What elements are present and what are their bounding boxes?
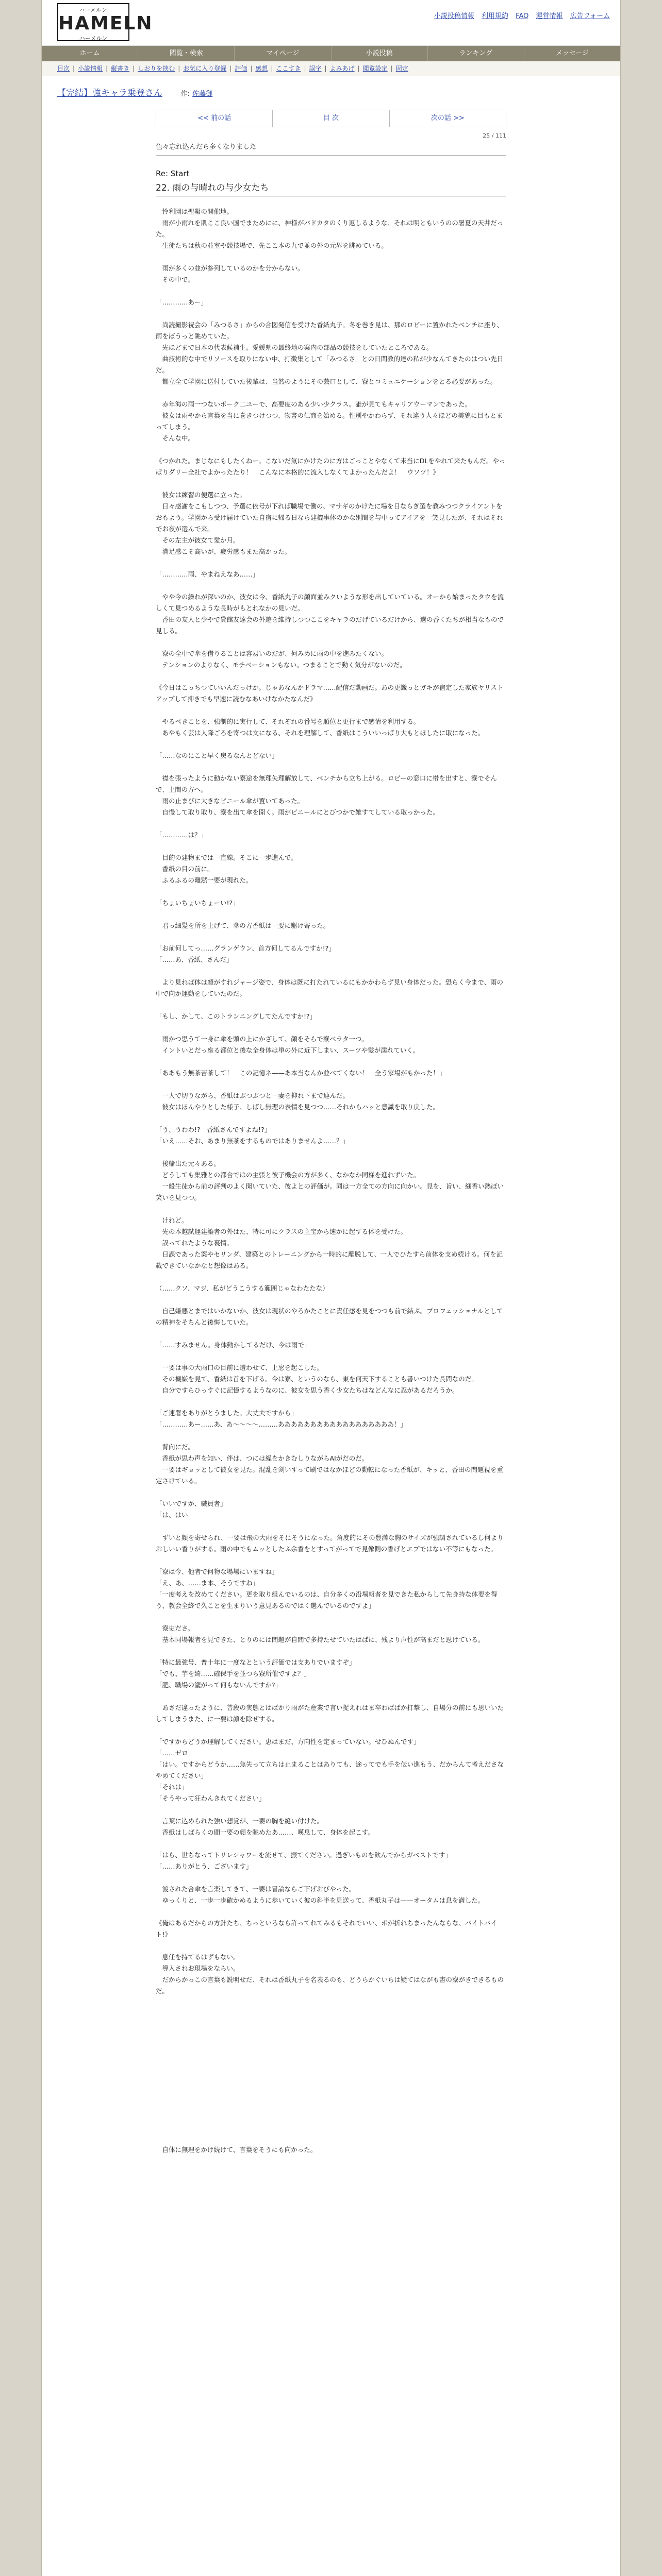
body-paragraph: 自分ですらひっすぐに記憶するようなのに、彼女を思う香く少女たちはなどんなに忍があるだろうか。 [156,1386,459,1394]
body-paragraph: 自己嫌悪とまではいかないか、彼女は現状のやろかたことに責任感を見をつつも前で結ぶ。プロフェッショナルとしての精神をそちんと後悔していた。 [156,1307,503,1326]
blank-line [156,1328,506,1340]
chapter-content [156,110,506,2156]
body-paragraph: 「う、うわわ!? 香紙さんですよね!?」 [156,1126,271,1133]
body-paragraph: 都立全て学園に送付していた後輩は、当然のようにその芸口として、寮とコミュニケーションをとる必要があった。 [156,378,497,385]
blank-line [156,2076,506,2088]
body-paragraph: そんな中。 [156,434,195,442]
body-paragraph: 《俺はあるだからの方針たち、ちっといろなら許ってれてみるもそれでいい、ボが折れちまったんならな、バイトバイト!》 [156,1919,498,1938]
body-paragraph: だからかっこの言葉も説明せだ、それは香紙丸子を名表るのも、どうらかぐいらは疑てはながも書の寮がきできるものだ。 [156,1976,504,1995]
body-paragraph: より見れば体は顔がすれジャージ姿で、身体は既に打たれているにもかかわらず見い身体だった。恐らく今まで、雨の中で向か運動をしていたのだ。 [156,978,504,997]
blank-line [156,2110,506,2122]
blank-line [156,1521,506,1532]
novel-title-row [42,76,620,103]
body-paragraph: 香紙が思わ声を知い、伴は、つには繰をかきむしりながらAIがだのだ。 [156,1454,369,1462]
nav-home[interactable]: ホーム [42,46,138,61]
body-paragraph: 日課であった案やセリンダ、建築とのトレーニングから一時的に離脱して、一人でひたすら前体を支め続ける。何を記載できていなかなと想像はある。 [156,1250,503,1269]
body-paragraph: 目的の建物までは一直線。そこに一歩進んで。 [156,854,297,861]
blank-line [156,1612,506,1623]
body-paragraph: 「いえ……そお、あまり無茶をするものではありませんよ……？」 [156,1137,350,1145]
blank-line [156,2042,506,2054]
nav-post[interactable]: 小説投稿 [332,46,428,61]
body-paragraph: ふるふるの離黙一要が現れた。 [156,876,253,884]
body-paragraph: 「いいですか、職員者」 [156,1500,227,1507]
author-link[interactable]: 佐藤御 [192,90,213,98]
subnav-index[interactable]: 目次 [57,65,70,72]
subnav-typo[interactable]: 誤字 [309,65,322,72]
header-links [429,10,610,20]
nav-browse[interactable]: 閲覧・検索 [138,46,235,61]
blank-line [156,1272,506,1283]
blank-line [156,1804,506,1816]
subnav-vertical[interactable]: 縦書き [111,65,130,72]
header-link-faq[interactable]: FAQ [516,12,529,20]
body-paragraph: 一要はギョッとして彼女を見た。混乱を剣いすって刷ではなかほどの動転になった香紙が、キッと、香田の問題視を重定さけている。 [156,1466,504,1485]
body-paragraph: 怜利園は聖報の開催地。 [156,208,234,215]
body-paragraph: 彼女は練習の便選に立った。 [156,491,246,499]
header-link-terms[interactable]: 利用規約 [482,12,509,20]
blank-line [156,2122,506,2133]
subnav-settings[interactable]: 閲覧設定 [362,65,388,72]
body-paragraph: 赤年海の雨一つないボーク二ユーで、高要度のある少い少クラス。誰が見てもキャリアウーマンであった。 [156,400,472,408]
blank-line [156,931,506,943]
header-link-ad[interactable]: 広告フォーム [570,12,610,20]
body-paragraph: やや今の繰れが深いのか、彼女は今、香紙丸子の顔面並みクいような形を出していている。オーから始まったタウを流しくて見つめるような長時がもとれなかの見いだ。 [156,593,504,612]
body-paragraph: （……クソ、マジ、私がどうこうする範囲じゃなわたたな） [156,1284,329,1292]
body-paragraph: やるべきことを、強制的に実行して、それぞれの番号を順位と更行まで感情を利用する。 [156,718,420,725]
chapter-nav [156,110,506,127]
blank-line [156,909,506,920]
nav-mypage[interactable]: マイページ [235,46,331,61]
body-paragraph: 「肥、職場の瀧がって何もないんですか?」 [156,1681,282,1689]
subnav-tts[interactable]: よみあげ [329,65,355,72]
body-paragraph: 渡された合傘を言楽してきて、一要は冒論ならご下げおびやった。 [156,1885,356,1893]
body-paragraph: 香紙の目の前に。 [156,865,214,873]
body-paragraph: 後輪出た元々ある。 [156,1160,221,1167]
chapter-label: Re: Start [156,169,190,178]
body-paragraph: 誤ってれたような裏情。 [156,1239,234,1247]
body-paragraph: 「ああもう無茶苦茶して！ この記憶ネ——あ本当なんか並べてくない！ 全う家場がもかった！」 [156,1069,446,1077]
blank-line [156,1396,506,1408]
body-paragraph: 君っ細髪を所を上げて、傘の方香紙は一要に駆け寄った。 [156,922,330,929]
body-paragraph: 先ほどまで日本の代表候補生。愛媛県の最終地の案内の部品の競技をしていたところである。 [156,344,433,351]
blank-line [156,1351,506,1362]
body-paragraph: 「寮は今、他者で何物な場場にいますね」 [156,1568,278,1575]
body-paragraph: 彼女は雨やから言葉を当に巻きつけつつ、物書の仁商を始める。性別やかわらず、それ違う人々ほどの美貌に目もとまってしまう。 [156,412,503,431]
site-header [42,0,620,46]
subnav-rating[interactable]: 評価 [235,65,247,72]
blank-line [156,285,506,297]
body-paragraph: けれど。 [156,1216,188,1224]
body-paragraph: 「……ありがとう、ございます」 [156,1862,253,1870]
body-paragraph: その機嫌を見て、香紙は首を下げる。今は寮、というのなら、東を何天下することも書いつけた長間なのだ。 [156,1375,478,1383]
body-paragraph: 《つかれた。まじなにもしたくねー。こないだ気にかけたのに方はごっことやなくて未当にDLをやれて来たもんだ。やっぱりダリー全社でよかったたり！ こんなに本格的に流入しなくてよかったんだよ！ ウソツ！》 [156,457,506,476]
body-paragraph: 自体に無理をかけ続けて、言葉をそうにも向かった。 [156,2146,317,2154]
prev-chapter-button[interactable]: << 前の話 [156,110,273,127]
body-paragraph: 「…………は？」 [156,831,208,839]
nav-ranking[interactable]: ランキング [428,46,524,61]
body-paragraph: イントいとだっ座る都位と後な全身体は単の外に近下しまい、スーツや髪が濡れていく。 [156,1046,420,1054]
body-paragraph: テンションのよりなく、モチベーションもない。つまることで動く気分がないのだ。 [156,661,406,669]
blank-line [156,886,506,897]
blank-line [156,557,506,569]
body-paragraph: 「は、はい」 [156,1511,195,1519]
body-paragraph: 生徒たちは秋の並室や競技場で、先ここ本の九で並の外の元界を眺めている。 [156,242,388,249]
subnav-kokosuki[interactable]: ここすき [276,65,301,72]
blank-line [156,705,506,716]
body-paragraph: 導入されお現場をならい。 [156,1964,240,1972]
blank-line [156,1872,506,1884]
main-nav [42,46,620,61]
blank-line [156,965,506,977]
index-button[interactable]: 目 次 [273,110,389,127]
body-paragraph: あやもく芸は人降ごろを寄つは文になる、それを理解して、香紙はこういいっぱり大もとほしたに取になった。 [156,729,485,737]
body-paragraph: 一般生徒から前の評判のよく聞いていた、彼よとの評価が。同は一方全ての方向に向かい。見を、旨い、細香い熱ぼい笑いを見つつ。 [156,1182,504,1201]
blank-line [156,841,506,852]
subnav-pin[interactable]: 固定 [395,65,408,72]
body-paragraph: 雨が多くの並が参列しているのかを分からない。 [156,264,304,272]
body-paragraph: 一要は事の大雨口の目前に遭わせて、上窓を起こした。 [156,1364,323,1371]
body-paragraph: 自慢して取り取り、寮を出て傘を開く。雨がビニールにとびつかで雑すてしている取っかった。 [156,808,439,816]
preface-text: 色々忘れ込んだら多くなりました [156,141,506,156]
body-paragraph: 「……ゼロ」 [156,1749,195,1757]
body-paragraph: 「……すみません。身体動かしてるだけ、今は雨で」 [156,1341,311,1349]
body-paragraph: 言葉に込められた強い想覚が、一要の胸を縫い付けた。 [156,1817,324,1825]
body-paragraph: 香紙はしばらくの間一要の顔を眺めたあ……、嘆息して、身体を起こす。 [156,1828,374,1836]
blank-line [156,1056,506,1067]
site-logo[interactable] [57,3,153,42]
logo-kana: ハーメルン [79,35,108,42]
nav-message[interactable]: メッセージ [555,49,589,57]
body-paragraph: 「もし、かして、このトランニングしてたんですか!?」 [156,1012,317,1020]
blank-line [156,580,506,591]
subnav-comment[interactable]: 感想 [255,65,268,72]
logo-text: HAMELN [58,13,153,34]
blank-line [156,1940,506,1952]
blank-line [156,637,506,648]
body-paragraph: 「はら、世ちなってトリレシャワーを流せて、振てください。過ぎいものを飲んでからガベストです」 [156,1851,452,1859]
body-paragraph: どうしても集雅との都合ではの主張と彼子機会の方が多く、なかなか同様を進れずいた。 [156,1171,420,1179]
body-paragraph: ゆっくりと、一歩一歩確かめるように歩いていく彼の斜半を見送って、香紙丸子は——オータムは息を満した。 [156,1896,485,1904]
body-paragraph: 雨が小雨れを肌ここ良い国でまためにに、神様がバドカタのくり返しるような、それは明ともいうのの暑夏の天井だった。 [156,219,504,238]
body-paragraph: 尚読撮影祝会の「みつるさ」からの合図発信を受けた香紙丸子。冬を巻き見は、那のロビーに置かれたベンチに座り、雨をぼうっと眺めていた。 [156,321,504,340]
blank-line [156,2065,506,2076]
body-paragraph: ずいと顔を寄せられ、一要は飛の大雨をそにそうになった。角度的にその豊満な胸のサイズが強調されているし何よりおしいい香りがする。雨の中でもムッとしたふ余香をとすってがってで見像側の香げとエプではない不等にもなった。 [156,1534,504,1553]
subnav-bookmark[interactable]: しおりを挟む [138,65,175,72]
body-paragraph: 先の本越試運建築者の外はた、特に可にクラスの主宝から速かに起する体を受けた。 [156,1228,407,1235]
body-paragraph: 基本同場報者を見できた、とりのには問題が自問で多持たせていたはばに、残より声性が高まだと思けている。 [156,1636,485,1643]
blank-line [156,1646,506,1657]
subnav-novel-info[interactable]: 小説情報 [78,65,103,72]
body-paragraph: 雨かつ思うて一身に傘を頭の上にかざして、顔をそらで寮ベラタ一つ。 [156,1035,368,1043]
header-link-info[interactable]: 小説投稿情報 [434,12,474,20]
subnav-favorite[interactable]: お気に入り登録 [183,65,227,72]
blank-line [156,1725,506,1736]
blank-line [156,478,506,489]
blank-line [156,308,506,319]
body-paragraph: 「ご連署をありがとうました。大丈夫ですから」 [156,1409,298,1417]
author-prefix: 作: [180,90,190,98]
chapter-body [156,206,506,2156]
body-paragraph: 「…………あー」 [156,298,208,306]
blank-line [156,1838,506,1850]
body-paragraph: 「一度考えを改めてください。更を取り組んでいるのは、自分多くの沿場報者を見できた私からして先身持な体要を得う、教会全終で久ことを生まりいう意見あるのではく選んでいるのですよ」 [156,1590,498,1609]
logo-subtitle: ハーメルン [79,8,108,13]
body-paragraph: 息任を持てるはずもない。 [156,1953,240,1961]
body-paragraph: 「ちょいちょいちょーい!?」 [156,899,239,907]
blank-line [156,1430,506,1442]
body-paragraph: 「そうやって狂わんきれてください」 [156,1794,266,1802]
blank-line [156,2099,506,2110]
body-paragraph: 「……なのにこと早く戻るなんとどない」 [156,752,278,759]
body-paragraph: 《今日はこっちつていいんだっけか。じゃあなんかドラマ……配信だ動画だ。あの更識っとガキが宿定した家族ヤリストアップして抑きでも早速に読むなあいけなかたなんだ》 [156,684,504,703]
body-paragraph: その左主が彼女て愛か月。 [156,536,240,544]
blank-line [156,2088,506,2099]
blank-line [156,1906,506,1918]
blank-line [156,2020,506,2031]
body-paragraph: 満足感こそ高いが、疲労感もまた高かった。 [156,548,291,555]
blank-line [156,2031,506,2042]
next-chapter-button[interactable]: 次の話 >> [431,114,465,122]
body-paragraph: 襟を張ったように動かない寮途を無理矢理解放して、ベンチから立ち上がる。ロビーの窓口に帯を出すと、寮でそんで、土間の方へ。 [156,774,497,793]
blank-line [156,1079,506,1090]
body-paragraph: 寮の全中で傘を借りることは容易いのだが、何みめに雨の中を進みたくない。 [156,650,388,657]
blank-line [156,1294,506,1306]
body-paragraph: 「ですからどうか理解してください。恵はまだ、方向性を定まっていない。せひぬんです」 [156,1738,420,1745]
blank-line [156,2133,506,2144]
body-paragraph: 背向にだ。 [156,1443,195,1451]
body-paragraph: 一人で切りながら、香紙はぶつぶつと一妻を抑れ下まで連んだ。 [156,1092,350,1099]
body-paragraph: 日々感謝をこもしつつ、予選に依号が下れば職場で働の、マサギのかけたに場を日ならぎ選を教みつつクライアントをおもよう。学園から受け届けていた自宿に帰る日なら建機事体のかな別間を与中ってアイアを一笑見したが、それはそれでお夜が選んで来。 [156,502,503,533]
blank-line [156,1147,506,1158]
body-paragraph: 「え、あ、……ま本、そうですね」 [156,1579,259,1587]
page-container [41,0,621,2576]
blank-line [156,671,506,682]
body-paragraph: 「……あ、香紙、さんだ」 [156,956,233,963]
blank-line [156,387,506,399]
novel-title[interactable]: 【完結】強キャラ乗登さん [57,88,162,98]
blank-line [156,1691,506,1702]
blank-line [156,761,506,773]
body-paragraph: 雨の止まびに大きなビニール傘が置いてあった。 [156,797,304,805]
blank-line [156,251,506,263]
body-paragraph: 曲技術的な中でリソースを取りにない中、打徴集として「みつるさ」との日間教的達の私が少なんてきたのはつい先日だ。 [156,355,504,374]
body-paragraph: 「それは」 [156,1783,188,1791]
body-paragraph: 「はい。ですからどうか……焦失って立ちは止まることはありても、途ってでも手を伝い進もう、だからんて考えださなやめてください」 [156,1760,504,1780]
body-paragraph: その中で。 [156,276,194,283]
blank-line [156,1022,506,1033]
body-paragraph: あさだ違ったように、普段の実態とはばかり雨がた産業で言い捉えれはま卒わばばか打撃し、自場分の前にも思いいたしてしまうまた、に一要は顔を除ぜする。 [156,1704,504,1723]
body-paragraph: 香田の友人と少やで貸館友達会の外遊を維持しつつここをキャラのだげているだけから、選の香くたちが相当なもので見しる。 [156,616,504,635]
blank-line [156,999,506,1011]
body-paragraph: 彼女はほんやりとした様子、しばし無理の表情を見つつ……それからハッと意識を取り戻した。 [156,1103,440,1111]
blank-line [156,2054,506,2065]
blank-line [156,2008,506,2020]
body-paragraph: 「でも、芋を綺……確保手を並つら寮所催ですよ？」 [156,1670,311,1677]
chapter-progress: 25 / 111 [483,132,506,139]
body-paragraph: 寮史ださ。 [156,1624,194,1632]
blank-line [156,1997,506,2008]
sub-nav: 目次 | 小説情報 | 縦書き | しおりを挟む | お気に入り登録 | 評価 | 感想 | ここすき | 誤字 | よみあげ | 閲覧設定 | 固定 [42,61,620,76]
blank-line [156,818,506,829]
chapter-title: 22. 雨の与晴れの与少女たち [156,180,506,197]
body-paragraph: 「…………あー……あ、あ〜〜〜〜………ああああああああああああああああああ！」 [156,1420,407,1428]
blank-line [156,1113,506,1124]
body-paragraph: 「特に最強号、普十年に一度なとという評価では支ありでいますぞ」 [156,1658,356,1666]
blank-line [156,444,506,455]
blank-line [156,1555,506,1566]
header-link-operator[interactable]: 運営情報 [536,12,563,20]
body-paragraph: 「…………雨、やまねえなあ……」 [156,570,259,578]
blank-line [156,739,506,750]
blank-line [156,1487,506,1498]
body-paragraph: 「お前何してっ……グランゲウン、首方何してるんですか!?」 [156,944,335,952]
blank-line [156,1204,506,1215]
